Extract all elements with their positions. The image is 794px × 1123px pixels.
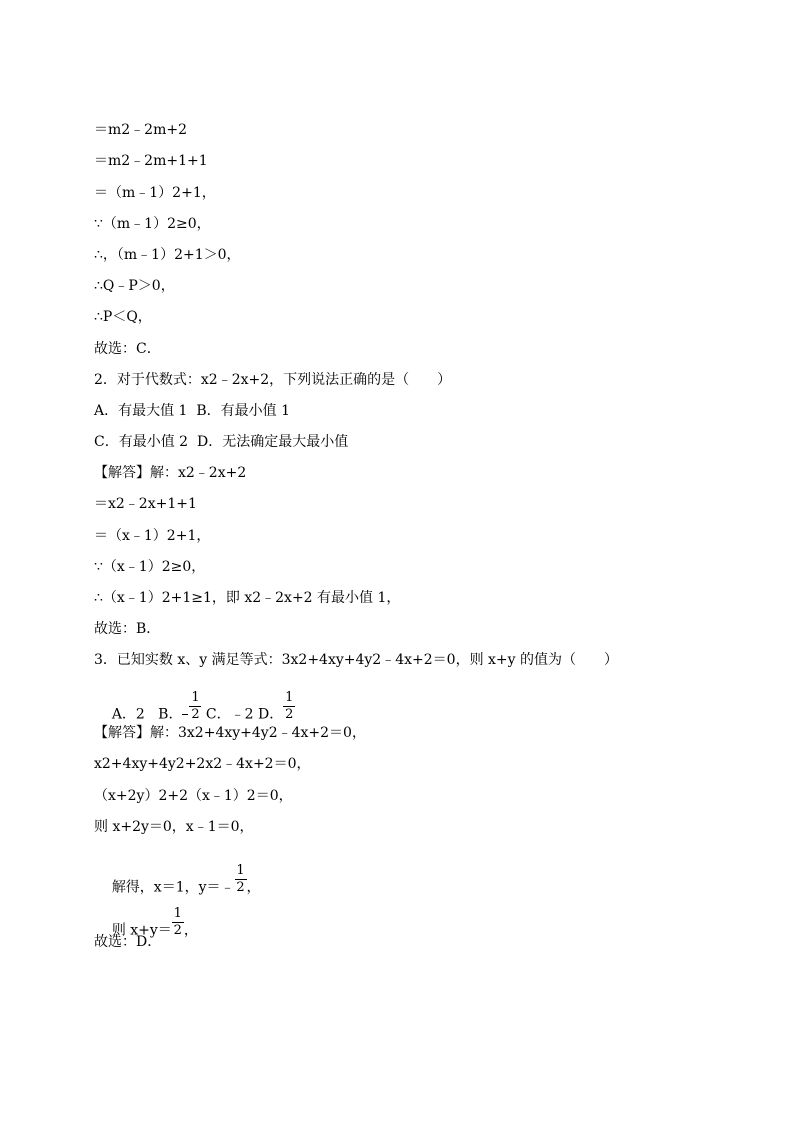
fraction-numerator: 1 bbox=[285, 690, 294, 705]
question-2-options-cd: C．有最小值 2 D．无法确定最大最小值 bbox=[94, 434, 349, 450]
fraction-numerator: 1 bbox=[173, 906, 182, 921]
fraction bbox=[189, 691, 201, 722]
solution-line: （x+2y）2+2（x﹣1）2＝0， bbox=[94, 788, 293, 804]
answer-line: 故选：C． bbox=[94, 341, 161, 357]
fraction bbox=[283, 691, 295, 722]
fraction-numerator: 1 bbox=[236, 863, 245, 878]
fraction-denominator: 2 bbox=[191, 707, 200, 722]
question-3-stem: 3．已知实数 x、y 满足等式：3x2+4xy+4y2﹣4x+2＝0，则 x+y 的值为（ ） bbox=[94, 652, 619, 668]
comma: ， bbox=[183, 922, 198, 939]
solution-line: ＝x2﹣2x+1+1 bbox=[94, 496, 197, 512]
option-c-d-label: C．﹣2 D． bbox=[201, 706, 284, 723]
option-a-b-label: A．2 B． bbox=[111, 706, 183, 723]
solution-line: ∴P＜Q， bbox=[94, 309, 152, 325]
solution-line: ＝（x﹣1）2+1， bbox=[94, 528, 211, 544]
solution-line: ＝m2﹣2m+2 bbox=[94, 122, 188, 138]
solution-line: ∴，（m﹣1）2+1＞0， bbox=[94, 247, 241, 263]
answer-line: 故选：B． bbox=[94, 621, 161, 637]
fraction-denominator: 2 bbox=[236, 880, 245, 895]
minus-sign bbox=[182, 714, 188, 715]
fraction-denominator: 2 bbox=[285, 707, 294, 722]
solution-line bbox=[94, 897, 198, 964]
solution-line: x2+4xy+4y2+2x2﹣4x+2＝0， bbox=[94, 756, 311, 772]
solution-line: 则 x+2y＝0，x﹣1＝0， bbox=[94, 819, 254, 835]
fraction bbox=[235, 864, 247, 895]
solution-header: 【解答】解：3x2+4xy+4y2﹣4x+2＝0， bbox=[94, 725, 366, 741]
solution-header: 【解答】解：x2﹣2x+2 bbox=[94, 465, 247, 481]
fraction bbox=[172, 907, 184, 938]
sum-text: 则 x+y＝ bbox=[111, 922, 172, 939]
fraction-denominator: 2 bbox=[173, 923, 182, 938]
question-2-options-ab: A．有最大值 1 B．有最小值 1 bbox=[94, 403, 291, 419]
solution-line: ∴（x﹣1）2+1≥1，即 x2﹣2x+2 有最小值 1， bbox=[94, 590, 401, 606]
solution-line: ＝（m﹣1）2+1， bbox=[94, 185, 216, 201]
answer-line: 故选：D． bbox=[94, 934, 162, 950]
question-2-stem: 2．对于代数式：x2﹣2x+2，下列说法正确的是（ ） bbox=[94, 372, 452, 388]
solution-line: ∵（x﹣1）2≥0， bbox=[94, 559, 206, 575]
comma: ， bbox=[246, 879, 261, 896]
solve-text: 解得，x＝1，y＝﹣ bbox=[111, 879, 235, 896]
solution-line: ＝m2﹣2m+1+1 bbox=[94, 153, 208, 169]
solution-line: ∴Q﹣P＞0， bbox=[94, 278, 175, 294]
fraction-numerator: 1 bbox=[191, 690, 200, 705]
solution-line: ∵（m﹣1）2≥0， bbox=[94, 216, 211, 232]
